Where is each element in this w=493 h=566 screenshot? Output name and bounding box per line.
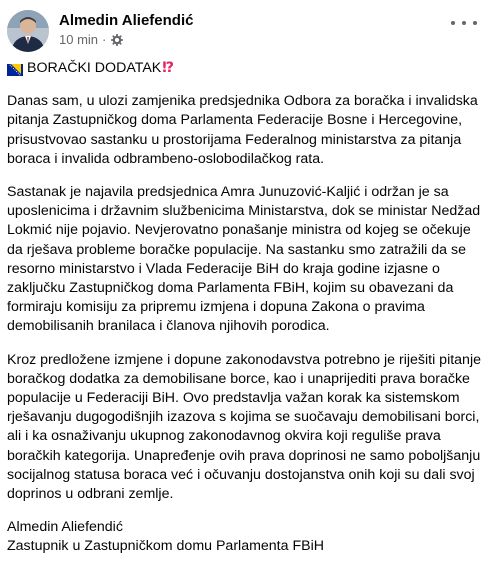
- more-options-icon[interactable]: [451, 13, 477, 33]
- post-content: [7, 59, 485, 557]
- post-time[interactable]: 10 min: [59, 32, 99, 47]
- post-heading: [7, 59, 485, 78]
- avatar-photo: [7, 10, 49, 52]
- gear-icon[interactable]: [111, 34, 123, 46]
- exclamation-question-icon: ⁉: [162, 60, 175, 76]
- bosnia-flag-icon: [7, 63, 23, 75]
- more-dot: [451, 21, 455, 25]
- heading-text: BORAČKI DODATAK: [27, 60, 162, 76]
- avatar[interactable]: [7, 10, 49, 52]
- more-dot: [462, 21, 466, 25]
- signature-title: Zastupnik u Zastupničkom domu Parlamenta FBiH: [7, 538, 324, 555]
- paragraph-2: Sastanak je najavila predsjednica Amra Junuzović-Kaljić i održan je sa uposlenicima i državnim službenicima Ministarstva, dok se ministar Nedžad Lokmić nije pojavio. Nevjerovatno ponašanje ministra od kojeg se očekuje da rješava probleme boračke populacije. Na sastanku smo zatražili da se resorno ministarstvo i Vlada Federacije BiH do kraja godine izjasne o zaključku Zastupničkog doma Parlamenta FBiH, kojim su obavezani da formiraju komisiju za pripremu izmjena i dopuna Zakona o pravima demobilisanih branilaca i članova njihovih porodica.: [7, 184, 481, 335]
- more-dot: [473, 21, 477, 25]
- signature: [7, 518, 485, 556]
- signature-name: Almedin Aliefendić: [7, 519, 123, 536]
- paragraph-1: Danas sam, u ulozi zamjenika predsjednika Odbora za boračka i invalidska pitanja Zastupničkog doma Parlamenta Federacije Bosne i Hercegovine, prisustvovao sastanku u prostorijama Federalnog ministarstva za pitanja boraca i invalida odbrambeno-oslobodilačkog rata.: [7, 93, 478, 167]
- meta-separator: ·: [102, 32, 107, 47]
- paragraph-3: Kroz predložene izmjene i dopune zakonodavstva potrebno je riješiti pitanje boračkog dodatka za demobilisane borce, kao i unaprijediti prava boračke populacije u Federaciji BiH. Ovo predstavlja važan korak ka sistemskom rješavanju dugogodišnjih izazova s kojima se suočavaju demobilisani borci, ali i ka osnaživanju ukupnog zakonodavnog okvira koji reguliše prava boračkih kategorija. Unapređenje ovih prava doprinosi ne samo poboljšanju socijalnog statusa boraca već i očuvanju dostojanstva onih koji su dali svoj doprinos u odbrani zemlje.: [7, 351, 481, 503]
- author-name[interactable]: Almedin Aliefendić: [59, 12, 194, 29]
- post-header: [7, 7, 483, 53]
- post-meta: [59, 32, 123, 47]
